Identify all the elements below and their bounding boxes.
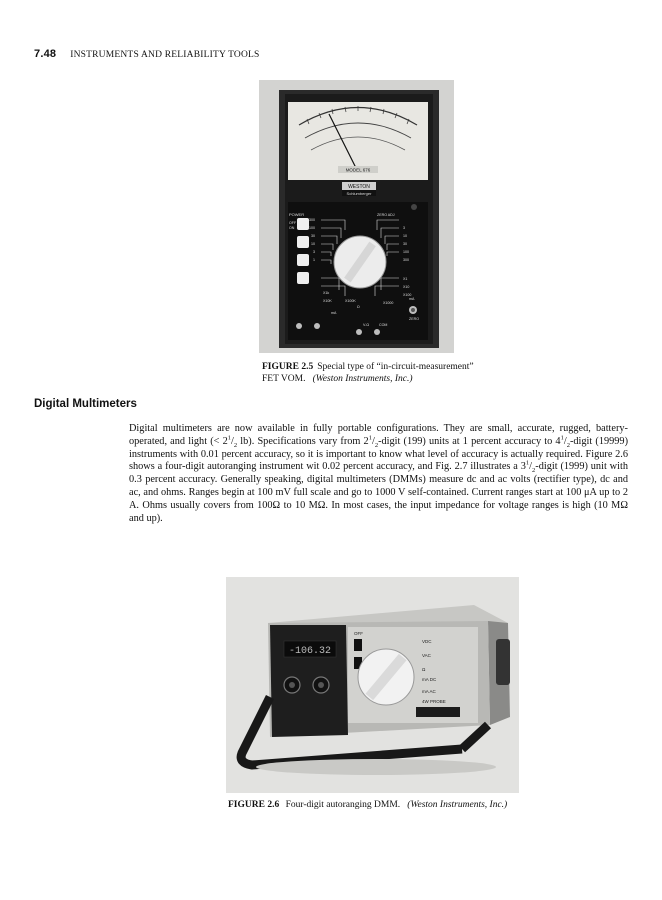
vohm-label: V-Ω bbox=[363, 323, 370, 327]
fraction-numerator: 1 bbox=[525, 459, 530, 467]
fraction-denominator: 2 bbox=[532, 467, 536, 475]
range-1: 1 bbox=[313, 258, 315, 262]
figure-2-5-caption-line1: Special type of “in-circuit-measurement” bbox=[317, 362, 474, 372]
brand-sub-label: Schlumberger bbox=[346, 191, 372, 196]
figure-2-6-photo bbox=[226, 577, 519, 793]
com-label: COM bbox=[379, 323, 388, 327]
ohm-label: Ω bbox=[357, 305, 360, 309]
figure-2-5-label: FIGURE 2.5 bbox=[262, 362, 314, 372]
fraction-numerator: 1 bbox=[560, 434, 564, 442]
page-number: 7.48 bbox=[34, 48, 57, 60]
paragraph-part-4: -digit (19999) instruments with 0.01 percent accuracy, so it is important to know what level of accuracy is actually required. Figure 2.6 shows a four-digit autoranging instrument wit 0.02 percent accuracy, and Fig. 2.7 illustrates a 3 bbox=[129, 435, 628, 473]
vac-label: VAC bbox=[422, 653, 431, 658]
range-r10: 10 bbox=[403, 234, 407, 238]
fraction-numerator: 1 bbox=[227, 434, 232, 442]
fet-vom-illustration bbox=[259, 80, 454, 353]
power-label: POWER bbox=[289, 212, 305, 217]
figure-2-6-caption-text: Four-digit autoranging DMM. bbox=[285, 800, 401, 810]
probe-label: 4W PROBE bbox=[422, 699, 446, 704]
running-header bbox=[34, 48, 260, 60]
range-100: 100 bbox=[309, 226, 315, 230]
rel-button bbox=[297, 272, 309, 284]
fraction-numerator: 1 bbox=[368, 434, 372, 442]
figure-2-5-caption-line2: FET VOM. bbox=[262, 374, 306, 384]
brand-label: WESTON bbox=[348, 184, 370, 190]
figure-2-5-caption bbox=[262, 361, 522, 385]
zero-label: ZERO bbox=[409, 317, 419, 321]
range-x100: X100 bbox=[403, 293, 412, 297]
paragraph-part-1: Digital multimeters are now available in fully portable configurations. They are small, accurate, rugged, battery-operated, and light (< 2 bbox=[129, 423, 628, 447]
meter-model-label: MODEL 676 bbox=[345, 167, 371, 173]
range-30: 30 bbox=[311, 234, 315, 238]
range-x10k: X10K bbox=[323, 299, 332, 303]
figure-2-5-photo bbox=[259, 80, 454, 353]
fraction-denominator: 2 bbox=[374, 441, 379, 449]
figure-2-6-caption bbox=[228, 799, 588, 811]
paragraph-part-5: -digit (1999) unit with 0.3 percent accuracy. Generally speaking, digital multimeters (DMMs) measure dc and ac volts (rectifier type), dc and ac, and ohms. Ranges begin at 100 mV full scale and go to 1000 V self-contained. Current ranges start at 100 μA up to 2 A. Ohms usually covers from 100Ω to 10 MΩ. In most cases, the input impedance for voltage ranges is high (10 MΩ and up). bbox=[129, 461, 628, 524]
off-label: OFF bbox=[289, 221, 297, 225]
range-x1000: X1000 bbox=[383, 301, 394, 305]
range-x1: X1 bbox=[403, 277, 408, 281]
figure-2-6-credit: (Weston Instruments, Inc.) bbox=[407, 800, 508, 810]
range-r300: 300 bbox=[403, 258, 409, 262]
ma-label-right: mA bbox=[409, 297, 415, 301]
maac-label: mA AC bbox=[422, 689, 436, 694]
paragraph-part-2: lb). Specifications vary from 2 bbox=[237, 435, 369, 447]
power-button bbox=[297, 218, 309, 230]
range-r30: 30 bbox=[403, 242, 407, 246]
dmm-illustration bbox=[226, 577, 519, 793]
madc-label: mA DC bbox=[422, 677, 437, 682]
range-x100k: X100K bbox=[345, 299, 356, 303]
body-paragraph: Digital multimeters are now available in fully portable configurations. They are small, accurate, rugged, battery-operated, and light (< $2^1/_2$ lb). Specifications vary from $2^1/_2$-digit (199) units at 1 percent accuracy to $4^1/_2$-digit (19999) instruments with 0.01 percent accuracy, so it is important to know what level of accuracy is actually required. Figure 2.6 shows a four-digit autoranging instrument wit 0.02 percent accuracy, and Fig. 2.7 illustrates a $3^1/_2$-digit (1999) unit with 0.3 percent accuracy. Generally speaking, digital multimeters (DMMs) measure dc and ac volts (rectifier type), dc and ac, and ohms. Ranges begin at 100 mV full scale and go to 1000 V self-contained. Current ranges start at 100 μA up to 2 A. Ohms usually covers from 100Ω to 10 MΩ. In most cases, the input impedance for voltage ranges is high (10 MΩ and up). bbox=[129, 423, 628, 524]
off-label: OFF bbox=[354, 631, 363, 636]
ohm-label: Ω bbox=[422, 667, 426, 672]
range-10: 10 bbox=[311, 242, 315, 246]
on-label: ON bbox=[289, 226, 295, 230]
section-title: Digital Multimeters bbox=[34, 398, 137, 410]
paragraph-part-3: -digit (199) units at 1 percent accuracy to 4 bbox=[378, 435, 561, 447]
range-r3: 3 bbox=[403, 226, 405, 230]
fraction-denominator: 2 bbox=[566, 441, 570, 449]
vdc-label: VDC bbox=[422, 639, 432, 644]
range-x10: X10 bbox=[403, 285, 410, 289]
range-r100: 100 bbox=[403, 250, 409, 254]
figure-2-5-credit: (Weston Instruments, Inc.) bbox=[312, 374, 413, 384]
range-x1k: X1k bbox=[323, 291, 330, 295]
range-300: 300 bbox=[309, 218, 315, 222]
ma-label-left: mA bbox=[331, 311, 337, 315]
acv-button bbox=[297, 254, 309, 266]
figure-2-6-label: FIGURE 2.6 bbox=[228, 800, 280, 810]
fraction-denominator: 2 bbox=[233, 441, 238, 449]
dcv-button bbox=[297, 236, 309, 248]
zero-adj-label: ZERO ADJ bbox=[377, 213, 395, 217]
running-title: INSTRUMENTS AND RELIABILITY TOOLS bbox=[70, 50, 260, 60]
display-reading: -106.32 bbox=[288, 646, 332, 657]
range-3: 3 bbox=[313, 250, 315, 254]
